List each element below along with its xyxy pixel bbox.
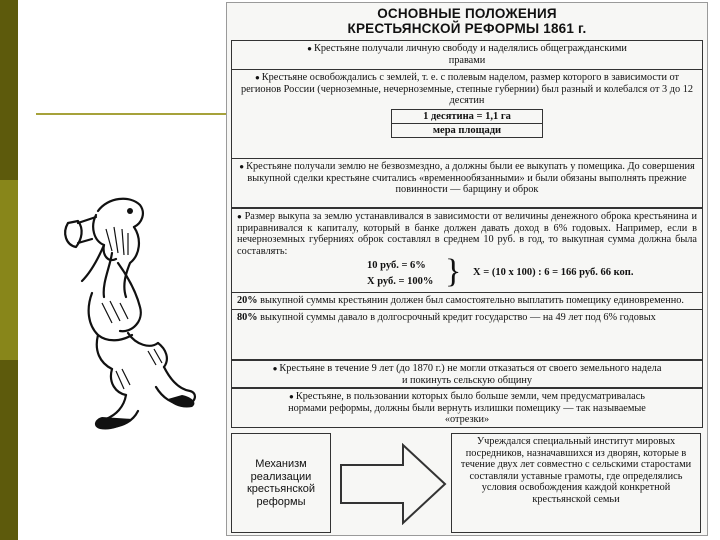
formula-brace: } [445, 253, 462, 291]
section-payment-text: ● Размер выкупа за землю устанавливался в зависимости от величины денежного оброка крестьянина и приравнивался к капиталу, который в банке должен давать доход в 6% годовых. Например, если в нечерноземных губерниях оброк составлял в среднем 10 руб. в год, то выкупная сумма должна была составлять: [237, 211, 697, 257]
measure-box [391, 109, 543, 138]
document-title [227, 3, 707, 36]
payment-20-row [232, 292, 702, 307]
p80-text: выкупной суммы давало в долгосрочный кредит государство — на 49 лет под 6% годовых [257, 311, 656, 323]
mechanism-label-box [231, 433, 331, 533]
formula-right: Х = (10 х 100) : 6 = 166 руб. 66 коп. [473, 267, 634, 279]
section-land-text: ● Крестьяне освобождались с землей, т. е. с полевым наделом, размер которого в зависимости от регионов России (черноземные, нечерноземные, степные губернии) был разный и колебался от 3 до 12 десятин [237, 72, 697, 107]
decorative-rule [36, 113, 228, 115]
left-stripe-olive [0, 180, 18, 360]
section-nine-years: ● Крестьяне в течение 9 лет (до 1870 г.) не могли отказаться от своего земельного надела и покинуть сельскую общину [231, 360, 703, 388]
section-otrezki: ● Крестьяне, в пользовании которых было больше земли, чем предусматривалась нормами реформы, должны были вернуть излишки помещику — так называемые «отрезки» [231, 388, 703, 428]
section-payment [231, 208, 703, 360]
reform-document [226, 2, 708, 536]
title-line-1: ОСНОВНЫЕ ПОЛОЖЕНИЯ [377, 6, 557, 21]
p20-bold: 20% [237, 295, 258, 307]
p80-bold: 80% [237, 311, 258, 323]
formula-left-2: Х руб. = 100% [367, 276, 434, 288]
p20-text: выкупной суммы крестьянин должен был самостоятельно выплатить помещику единовременно. [257, 295, 684, 307]
measure-line-2: мера площади [392, 123, 542, 137]
section-redemption: ● Крестьяне получали землю не безвозмездно, а должны были ее выкупать у помещика. До совершения выкупной сделки крестьяне считались «временнообязанными» и были обязаны выполнять прежние повинности — барщину и оброк [231, 158, 703, 208]
formula-left-1: 10 руб. = 6% [367, 260, 426, 272]
payment-80-row [232, 309, 702, 324]
formula-block [237, 253, 697, 291]
section-freedom: ● Крестьяне получали личную свободу и наделялись общегражданскими правами [231, 40, 703, 70]
mechanism-text-box: Учреждался специальный институт мировых посредников, назначавшихся из дворян, которые в течение двух лет совместно с сельскими старостами составляли уставные грамоты, где определялись условия освобождения каждой конкретной крестьянской семьи [451, 433, 701, 533]
measure-line-1: 1 десятина = 1,1 га [423, 110, 511, 122]
right-arrow-icon [339, 443, 447, 525]
formula-left [367, 258, 433, 290]
peasant-illustration [32, 193, 210, 433]
title-line-2: КРЕСТЬЯНСКОЙ РЕФОРМЫ 1861 г. [347, 21, 587, 36]
mechanism-label: Механизм реализации крестьянской реформы [246, 458, 316, 508]
section-land [231, 69, 703, 159]
